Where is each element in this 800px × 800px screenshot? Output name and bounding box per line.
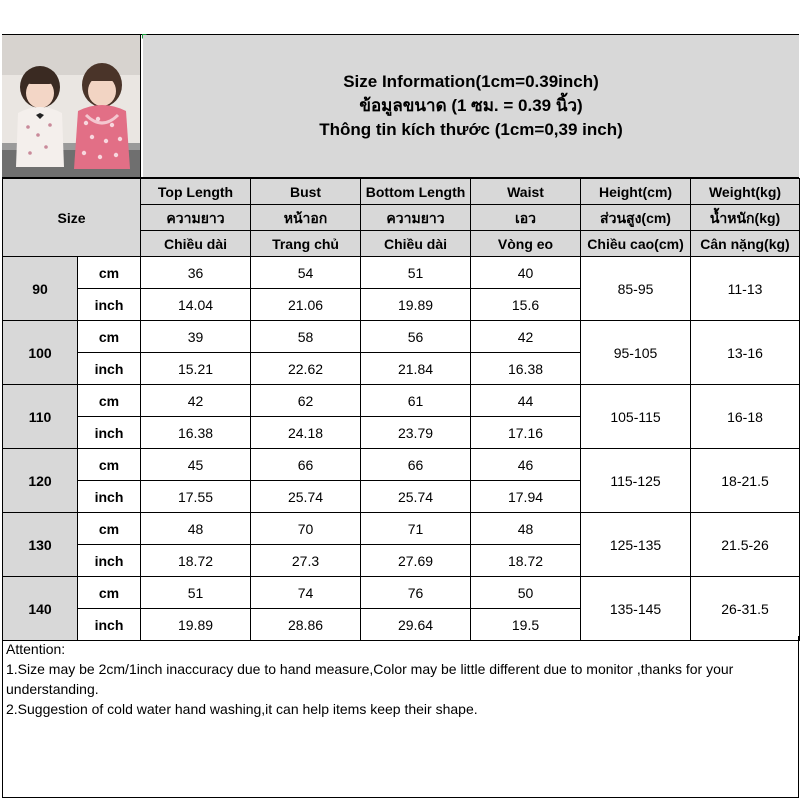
col-bottom-length-vi: Chiều dài — [361, 231, 471, 257]
bottom-length-cm-cell: 56 — [361, 321, 471, 353]
waist-inch-cell: 18.72 — [471, 545, 581, 577]
top-length-inch-cell: 18.72 — [141, 545, 251, 577]
attention-note-2: 2.Suggestion of cold water hand washing,it can help items keep their shape. — [6, 701, 478, 717]
unit-label-cm: cm — [78, 513, 141, 545]
col-waist-vi: Vòng eo — [471, 231, 581, 257]
col-weight-en: Weight(kg) — [691, 179, 800, 205]
size-value: 100 — [3, 321, 78, 385]
table-row — [3, 257, 800, 289]
attention-notes — [2, 636, 799, 798]
bust-cm-cell: 54 — [251, 257, 361, 289]
unit-label-inch: inch — [78, 417, 141, 449]
height-range-cell: 115-125 — [581, 449, 691, 513]
waist-cm-cell: 40 — [471, 257, 581, 289]
table-row — [3, 577, 800, 609]
attention-note-1: 1.Size may be 2cm/1inch inaccuracy due to hand measure,Color may be little different due to monitor ,thanks for your understanding. — [6, 661, 734, 697]
bottom-length-inch-cell: 23.79 — [361, 417, 471, 449]
col-waist-th: เอว — [471, 205, 581, 231]
size-table — [2, 178, 800, 641]
height-range-cell: 105-115 — [581, 385, 691, 449]
bust-cm-cell: 66 — [251, 449, 361, 481]
top-length-inch-cell: 14.04 — [141, 289, 251, 321]
waist-cm-cell: 44 — [471, 385, 581, 417]
bust-inch-cell: 27.3 — [251, 545, 361, 577]
col-height-vi: Chiều cao(cm) — [581, 231, 691, 257]
top-length-cm-cell: 45 — [141, 449, 251, 481]
size-information-title — [143, 35, 799, 177]
waist-cm-cell: 46 — [471, 449, 581, 481]
height-range-cell: 85-95 — [581, 257, 691, 321]
top-length-inch-cell: 15.21 — [141, 353, 251, 385]
unit-label-cm: cm — [78, 257, 141, 289]
bust-cm-cell: 70 — [251, 513, 361, 545]
weight-range-cell: 16-18 — [691, 385, 800, 449]
col-bottom-length-th: ความยาว — [361, 205, 471, 231]
size-column-header: Size — [3, 179, 141, 257]
col-height-en: Height(cm) — [581, 179, 691, 205]
weight-range-cell: 11-13 — [691, 257, 800, 321]
col-height-th: ส่วนสูง(cm) — [581, 205, 691, 231]
height-range-cell: 135-145 — [581, 577, 691, 641]
bust-cm-cell: 74 — [251, 577, 361, 609]
size-value: 140 — [3, 577, 78, 641]
bottom-length-cm-cell: 51 — [361, 257, 471, 289]
col-top-length-th: ความยาว — [141, 205, 251, 231]
height-range-cell: 95-105 — [581, 321, 691, 385]
bust-inch-cell: 21.06 — [251, 289, 361, 321]
top-length-inch-cell: 17.55 — [141, 481, 251, 513]
product-photo — [2, 35, 141, 177]
bust-inch-cell: 24.18 — [251, 417, 361, 449]
bust-inch-cell: 22.62 — [251, 353, 361, 385]
top-length-inch-cell: 16.38 — [141, 417, 251, 449]
size-value: 120 — [3, 449, 78, 513]
size-value: 90 — [3, 257, 78, 321]
top-length-cm-cell: 48 — [141, 513, 251, 545]
bottom-length-cm-cell: 61 — [361, 385, 471, 417]
weight-range-cell: 13-16 — [691, 321, 800, 385]
waist-cm-cell: 48 — [471, 513, 581, 545]
waist-inch-cell: 16.38 — [471, 353, 581, 385]
unit-label-inch: inch — [78, 481, 141, 513]
waist-inch-cell: 15.6 — [471, 289, 581, 321]
weight-range-cell: 21.5-26 — [691, 513, 800, 577]
height-range-cell: 125-135 — [581, 513, 691, 577]
col-bust-en: Bust — [251, 179, 361, 205]
weight-range-cell: 18-21.5 — [691, 449, 800, 513]
size-chart-header — [2, 34, 799, 178]
table-row — [3, 385, 800, 417]
bust-inch-cell: 28.86 — [251, 609, 361, 641]
unit-label-inch: inch — [78, 353, 141, 385]
col-bottom-length-en: Bottom Length — [361, 179, 471, 205]
unit-label-cm: cm — [78, 385, 141, 417]
waist-cm-cell: 50 — [471, 577, 581, 609]
bottom-length-cm-cell: 71 — [361, 513, 471, 545]
bottom-length-cm-cell: 76 — [361, 577, 471, 609]
col-top-length-en: Top Length — [141, 179, 251, 205]
waist-inch-cell: 19.5 — [471, 609, 581, 641]
bust-cm-cell: 58 — [251, 321, 361, 353]
bottom-length-inch-cell: 21.84 — [361, 353, 471, 385]
unit-label-cm: cm — [78, 577, 141, 609]
size-value: 130 — [3, 513, 78, 577]
bottom-length-inch-cell: 19.89 — [361, 289, 471, 321]
col-weight-th: น้ำหนัก(kg) — [691, 205, 800, 231]
bottom-length-inch-cell: 27.69 — [361, 545, 471, 577]
title-vietnamese: Thông tin kích thước (1cm=0,39 inch) — [319, 120, 623, 139]
col-weight-vi: Cân nặng(kg) — [691, 231, 800, 257]
attention-title: Attention: — [6, 641, 66, 657]
col-bust-vi: Trang chủ — [251, 231, 361, 257]
bottom-length-cm-cell: 66 — [361, 449, 471, 481]
table-row — [3, 513, 800, 545]
size-value: 110 — [3, 385, 78, 449]
unit-label-inch: inch — [78, 545, 141, 577]
top-length-inch-cell: 19.89 — [141, 609, 251, 641]
unit-label-inch: inch — [78, 609, 141, 641]
top-length-cm-cell: 42 — [141, 385, 251, 417]
top-length-cm-cell: 36 — [141, 257, 251, 289]
bust-cm-cell: 62 — [251, 385, 361, 417]
waist-inch-cell: 17.94 — [471, 481, 581, 513]
table-row — [3, 321, 800, 353]
weight-range-cell: 26-31.5 — [691, 577, 800, 641]
bottom-length-inch-cell: 25.74 — [361, 481, 471, 513]
bottom-length-inch-cell: 29.64 — [361, 609, 471, 641]
waist-cm-cell: 42 — [471, 321, 581, 353]
top-length-cm-cell: 39 — [141, 321, 251, 353]
col-top-length-vi: Chiều dài — [141, 231, 251, 257]
title-english: Size Information(1cm=0.39inch) — [343, 72, 599, 91]
col-waist-en: Waist — [471, 179, 581, 205]
waist-inch-cell: 17.16 — [471, 417, 581, 449]
bust-inch-cell: 25.74 — [251, 481, 361, 513]
top-length-cm-cell: 51 — [141, 577, 251, 609]
col-bust-th: หน้าอก — [251, 205, 361, 231]
unit-label-cm: cm — [78, 321, 141, 353]
two-girls-pajamas-photo — [2, 35, 141, 177]
title-thai: ข้อมูลขนาด (1 ซม. = 0.39 นิ้ว) — [359, 96, 583, 115]
unit-label-cm: cm — [78, 449, 141, 481]
table-row — [3, 449, 800, 481]
unit-label-inch: inch — [78, 289, 141, 321]
